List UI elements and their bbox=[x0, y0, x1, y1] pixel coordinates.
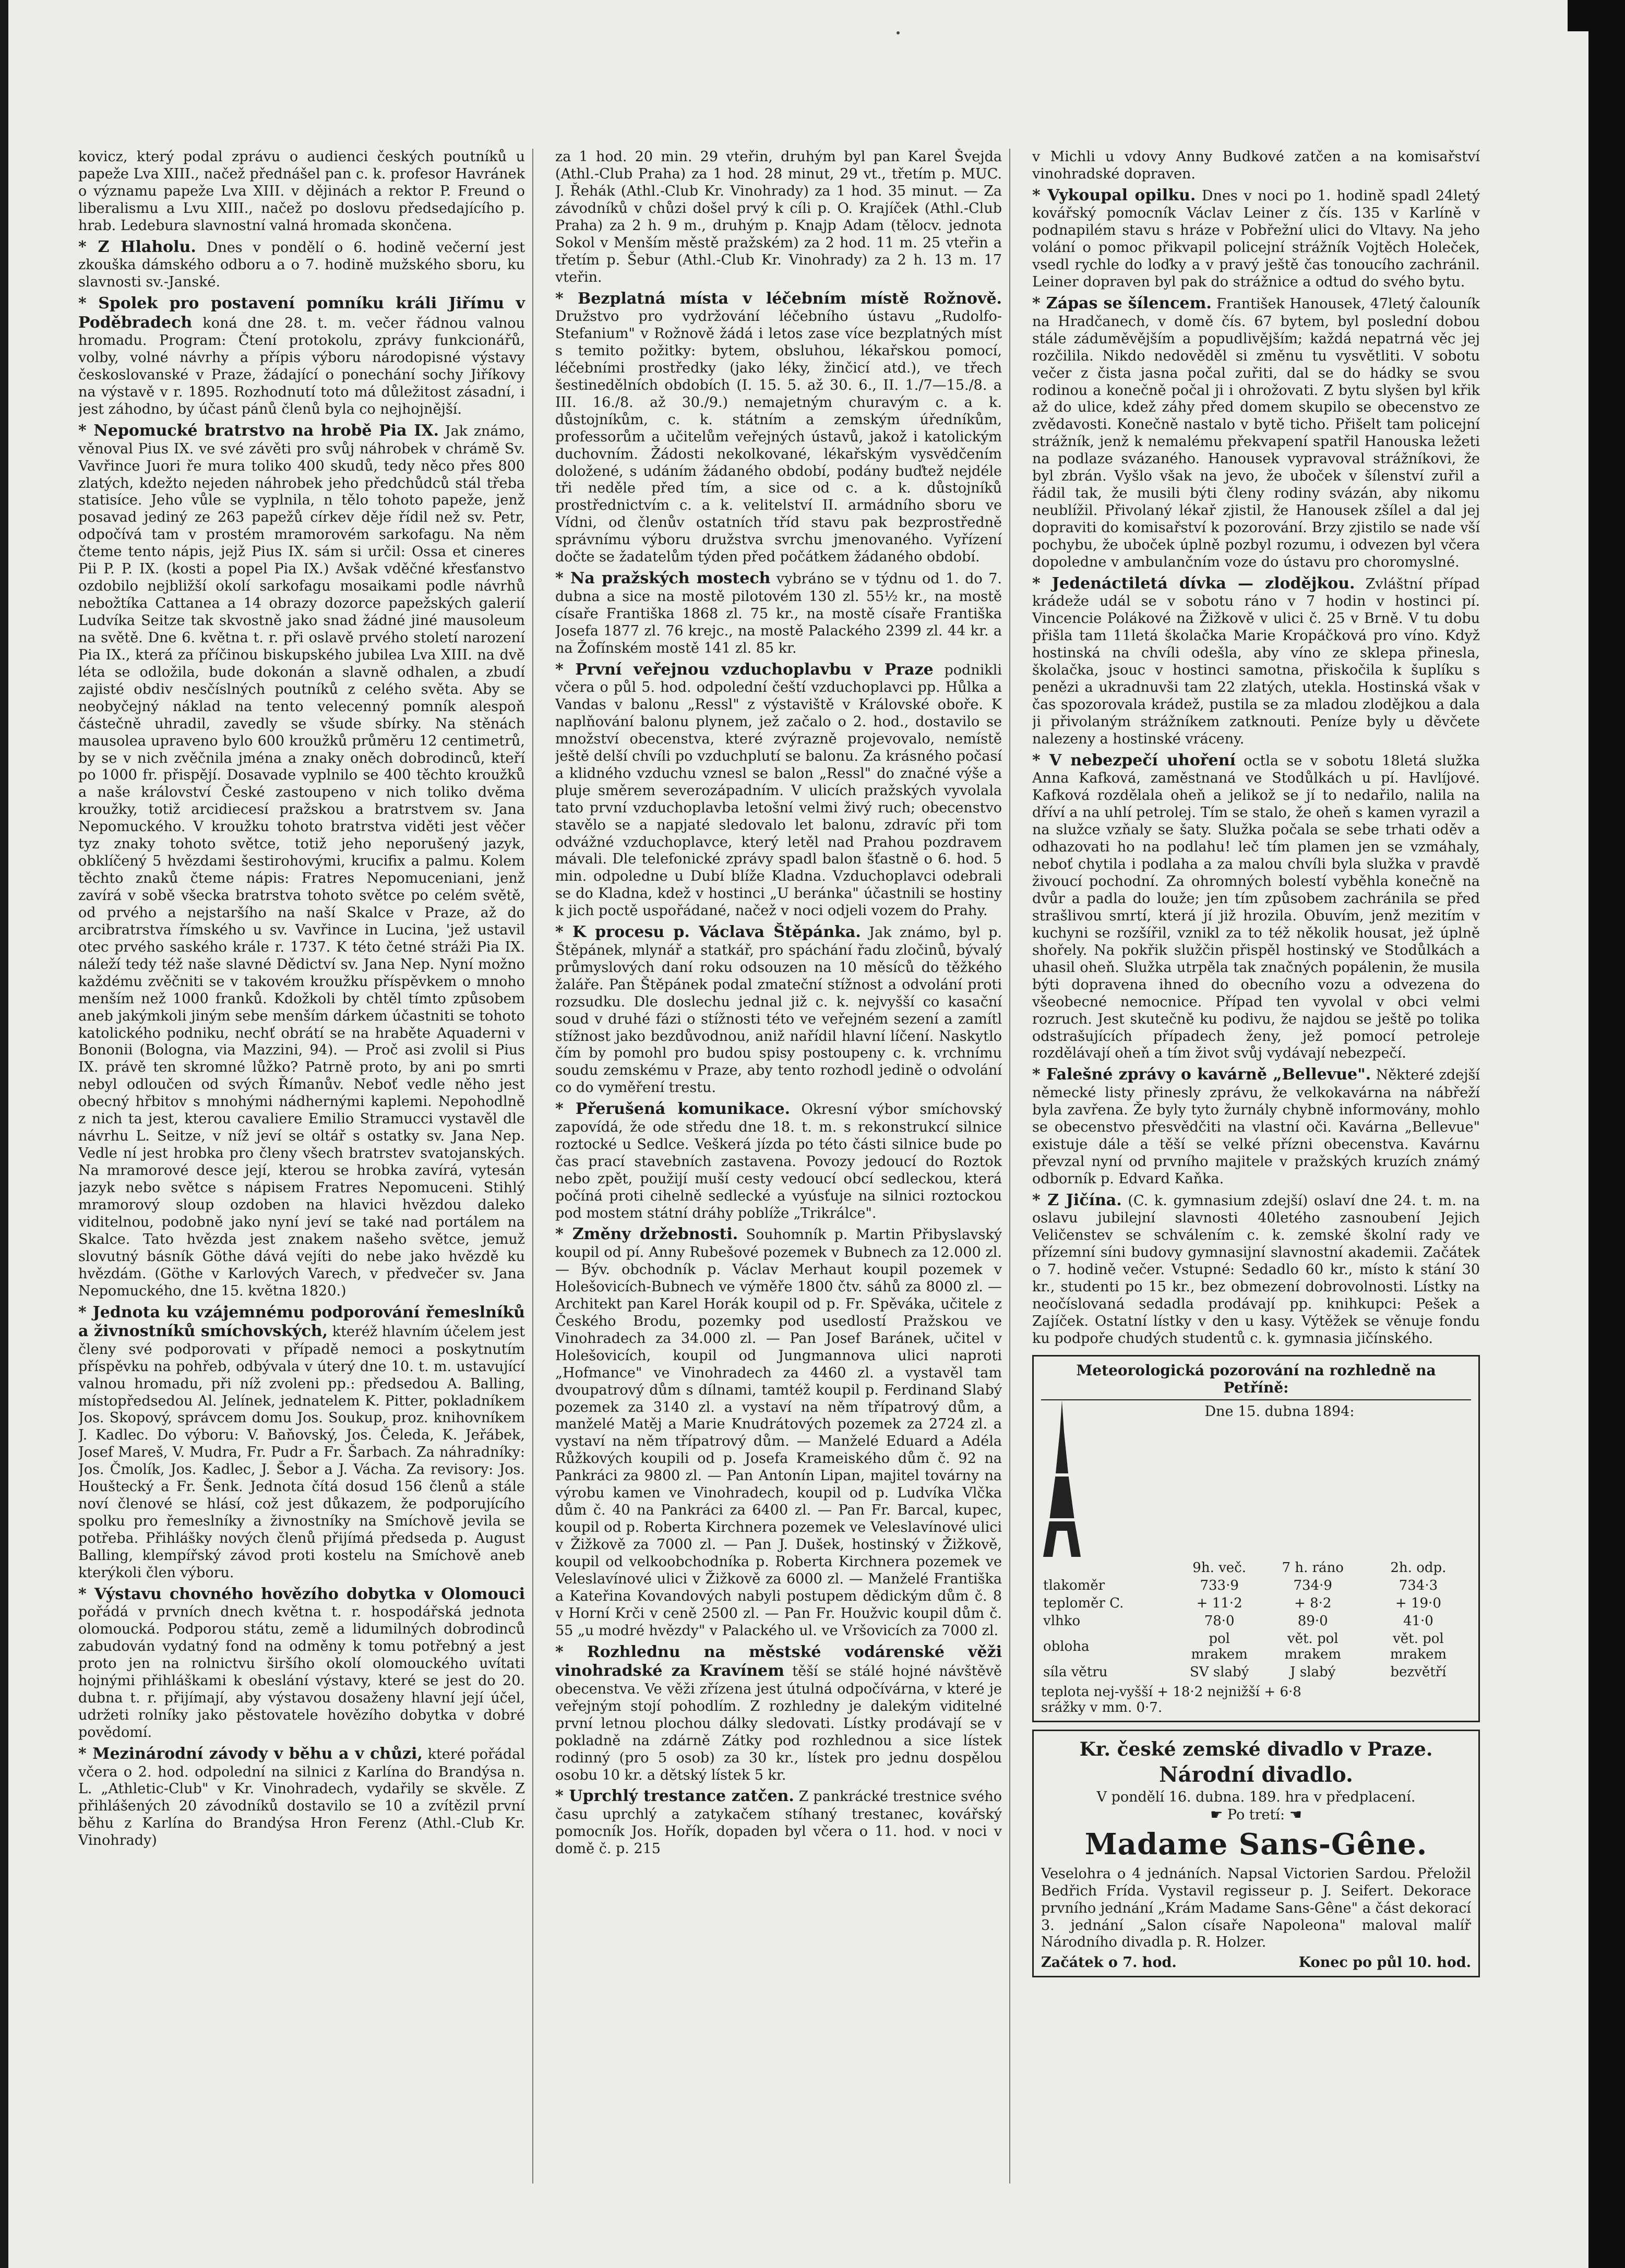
column-1 bbox=[78, 149, 533, 2183]
news-item-text: Z pankrácké trestnice svého času uprchlý a zatykačem stíhaný trestanec, kovářský pomocník Jos. Hořík, dopaden byl včera o 11. hod. v noci v domě č. p. 215 bbox=[555, 1789, 1002, 1857]
theatre-date-line: V pondělí 16. dubna. 189. hra v předplacení. bbox=[1096, 1789, 1416, 1805]
news-item-text: Dnes v pondělí o 6. hodině večerní jest zkouška dámského odboru a o 7. hodině mužského sboru, ku slavnosti sv.-Janské. bbox=[78, 239, 525, 291]
news-item bbox=[1032, 1191, 1480, 1348]
meteo-row-label: teploměr C. bbox=[1043, 1595, 1124, 1611]
meteo-extra-rain bbox=[1041, 1700, 1471, 1715]
meteo-cell: bezvětří bbox=[1390, 1664, 1447, 1680]
meteo-cell: SV slabý bbox=[1189, 1664, 1249, 1680]
news-item-text: Jak známo, byl p. Štěpánek, mlynář a statkář, pro spáchání řadu zločinů, bývalý průmyslových daní roku odsouzen na 10 měsíců do těžkého žaláře. Pan Štěpánek podal zmateční stížnost a odvolání proti rozsudku. Dle doslechu jednal již c. k. nejvyšší co kasační soud v druhé fázi o stížnosti této ve veřejném sezení a zamítl stížnost jako bezdůvodnou, aniž nařídil hlavní líčení. Naskytlo čím by pomohl pro budou spisy postoupeny c. k. vrchnímu soudu zemskému v Praze, aby tento rozhodl jedině o odvolání co do vyměření trestu. bbox=[555, 925, 1002, 1096]
news-item-text: octla se v sobotu 18letá služka Anna Kafková, zaměstnaná ve Stodůlkách u pí. Havlíjové. Kafková rozdělala oheň a jelikož se jí to nedařilo, nalila na dříví a na uhlí petrolej. Tím se stalo, že oheň s kamen vyrazil a na služce vzňaly se šaty. Služka počala se sebe trhati oděv a odhazovati ho na podlahu! leč tím plamen jen se vzmáhaly, neboť chytila i podlaha a za malou chvíli byla služka v pravdě živoucí pochodní. Za ohromných bolestí vyběhla konečně na dvůr a padla do louže; jen tím způsobem zachránila se před strašlivou smrtí, která jí již hrozila. Obuvím, jenž mezitím v kuchyni se rozšířil, vznikl za to též několik housat, jež úplně shořely. Na pokřik služčin přispěl hostinský ve Stodůlkách a uhasil oheň. Služka utrpěla tak značných popálenin, že musila býti dopravena ihned do obecního vozu a odvezena do všeobecné nemocnice. Případ ten vyvolal v obci velmi rozruch. Jest skutečně ku podivu, že najdou se ještě po tolika odstrašujících případech ženy, jež pomocí petroleje rozdělávají oheň a tím život svůj vydávají nebezpečí. bbox=[1032, 752, 1480, 1062]
news-item-text: pořádá v prvních dnech května t. r. hospodářská jednota olomoucká. Podporou státu, země a lidumilných dobrodinců zabudován vydatný fond na odměny k tomu potřebný a jest proto jen na rolnictvu širšího okolí olomouckého uvítati hojnými přihláškami k obeslání výstavy, které se jest do 20. dubna t. r. přijímají, aby výstavou dosaženy hlavní její účel, udržeti rolníky jako pěstovatele hovězího dobytka v dobré povědomí. bbox=[78, 1604, 525, 1741]
news-item bbox=[555, 1787, 1002, 1857]
news-item-heading: * Nepomucké bratrstvo na hrobě Pia IX. bbox=[78, 422, 439, 440]
meteo-row bbox=[1041, 1594, 1471, 1612]
meteo-header-blank bbox=[1041, 1559, 1179, 1577]
news-item bbox=[555, 290, 1002, 567]
news-item-text: Družstvo pro vydržování léčebního ústavu „Rudolfo-Stefanium" v Rožnově žádá i letos zase více bezplatných míst s temito požitky: bytem, obsluhou, lékařskou pomocí, léčebními prostředky (jako léky, žinčicí atd.), ve třech šestinedělních obdobích (I. 15. 5. až 30. 6., II. 1./7—15./8. a III. 16./8. až 30./9.) nemajetným churavým c. a k. důstojníkům, c. k. státním a zemským úředníkům, professorům a učitelům veřejných ústavů, jakož i katolickým duchovním. Žádosti nekolkované, lékařským vysvědčením doložené, s udáním žádaného období, podány buďtež nejdéle tři neděle před tím, a sice od c. a k. důstojníků prostřednictvím c. a k. velitelství II. armádního sboru ve Vídni, od členův ostatních tříd stavu pak bezprostředně správnímu výboru družstva svrchu jmenovaného. Vyřízení dočte se žadatelům týden před počátkem žádaného období. bbox=[555, 308, 1002, 566]
news-item-heading: * Uprchlý trestance zatčen. bbox=[555, 1787, 794, 1806]
theatre-times bbox=[1041, 1954, 1471, 1971]
news-item bbox=[555, 1643, 1002, 1784]
meteo-extra-rain-value: 0·7. bbox=[1136, 1699, 1163, 1715]
meteo-row bbox=[1041, 1577, 1471, 1594]
news-item-text: Okresní výbor smíchovský zapovídá, že ode středu dne 18. t. m. s rekonstrukcí silnice roztocké u Sedlce. Veškerá jízda po této části silnice bude po čas prací stavebních zastavena. Povozy jedoucí do Roztok nebo zpět, použijí muší cesty vedoucí obcí sedleckou, která počíná proti cihelně sedlecké a vyúsťuje na silnici roztockou pod mostem státní dráhy poblíže „Trikrálce". bbox=[555, 1101, 1002, 1221]
news-item bbox=[78, 422, 525, 1300]
play-title: Madame Sans-Gêne. bbox=[1084, 1827, 1428, 1862]
theatre-sequence-text: Po tretí: bbox=[1227, 1806, 1285, 1823]
meteo-cell: + 11·2 bbox=[1196, 1595, 1242, 1611]
theatre-sequence bbox=[1041, 1807, 1471, 1823]
news-item-text: kovicz, který podal zprávu o audienci českých poutníků u papeže Lva XIII., načež přednášel pan c. k. profesor Havránek o významu papeže Lva XIII. v dějinách a rektor P. Freund o liberalismu a Lvu XIII., načež po doslovu předsedajícího p. hrab. Ledebura slavnostní valná hromada skončena. bbox=[78, 149, 525, 234]
meteo-cell: J slabý bbox=[1290, 1664, 1336, 1680]
news-item-text: těší se stálé hojné návštěvě obecenstva. Ve věži zřízena jest útulná odpočívárna, v které je veřejným stojí pohodlím. Z rozhledny je dalekým viditelné první letnou plochou dálky sledovati. Lístky prodávají se v pokladně na zdárně Zátky pod rozhlednou a sice lístek rodinný (pro 5 osob) za 30 kr., lístek pro jednu dospělou osobu 10 kr. a dětský lístek 5 kr. bbox=[555, 1663, 1002, 1783]
news-item bbox=[78, 1745, 525, 1850]
news-item-text: Souhomník p. Martin Přibyslavský koupil od pí. Anny Rubešové pozemek v Bubnech za 12.000 zl. — Býv. obchodník p. Václav Merhaut koupil pozemek v Holešovicích-Bubnech ve výměře 1800 čtv. sáhů za 8000 zl. — Architekt pan Karel Horák koupil od p. Fr. Spěváka, učitele z Českého Brodu, pozemky pod usedlostí Pražskou ve Vinohradech za 34.000 zl. — Pan Josef Baránek, učitel v Holešovicích, koupil od Jungmannova ulici naproti „Hofmance" ve Vinohradech za 4460 zl. a vystavěl tam dvoupatrový dům s dílnami, tamtéž koupil p. Ferdinand Slabý pozemek za 3140 zl. a vystaví na něm třípatrový dům, a manželé Matěj a Marie Knudrátových pozemek za 2724 zl. a vystaví na něm třípatrový dům. — Manželé Eduard a Adéla Růžkových koupili od p. Josefa Krameiského dům č. 92 na Pankráci za 9800 zl. — Pan Antonín Lipan, majitel továrny na výrobu kamen ve Vinohradech, koupil od p. Ludvíka Vlčka dům č. 40 na Pankráci za 6400 zl. — Pan Fr. Barcal, kupec, koupil od p. Roberta Kirchnera pozemek ve Veleslavínové ulici v Žižkově za 7000 zl. — Pan J. Dušek, hostinský v Žižkově, koupil od velkoobchodníka p. Roberta Kirchnera pozemek ve Veleslavínové ulici v Žižkově za 6000 zl. — Manželé Františka a Kateřina Kovandových nabyli postupem dědickým dům č. 8 v Horní Krči v ceně 2500 zl. — Pan Fr. Houžvic koupil dům č. 55 „u modré hvězdy" v Palackého ul. ve Vršovicích za 7000 zl. bbox=[555, 1227, 1002, 1639]
news-item-text: vybráno se v týdnu od 1. do 7. dubna a sice na mostě pilotovém 130 zl. 55½ kr., na mostě císaře Františka 1868 zl. 75 kr., na mostě císaře Františka Josefa 1877 zl. 76 krejc., na mostě Palackého 2399 zl. 44 kr. a na Žofínském mostě 141 zl. 85 kr. bbox=[555, 571, 1002, 656]
news-item-text: které pořádal včera o 2. hod. odpolední na silnici z Karlína do Brandýsa n. L. „Athletic-Club" v Kr. Vinohradech, vydařily se skvěle. Z přihlášených 20 závodníků dostavilo se 10 a zvítězil první běhu z Karlína do Brandýsa Hron Ferenz (Athl.-Club Kr. Vinohrady) bbox=[78, 1746, 525, 1849]
news-item bbox=[1032, 294, 1480, 571]
news-item bbox=[78, 1303, 525, 1582]
meteo-cell: 733·9 bbox=[1200, 1577, 1239, 1593]
meteo-row bbox=[1041, 1612, 1471, 1630]
news-item bbox=[1032, 186, 1480, 291]
meteo-date: Dne 15. dubna 1894: bbox=[1204, 1403, 1355, 1420]
meteo-extra-temp-value2: + 6·8 bbox=[1264, 1684, 1301, 1700]
meteo-cell: + 19·0 bbox=[1395, 1595, 1441, 1611]
news-item-text: Jak známo, věnoval Pius IX. ve své závěti pro svůj náhrobek v chrámě Sv. Vavřince Juori ře mura toliko 400 skudů, tedy něco přes 800 zlatých, kdežto nejeden náhrobek jeho předchůdců stál třeba statisíce. Jeho vůle se vyplnila, n tělo tohoto papeže, jenž posavad jediný ze 263 papežů církev děje řídil než sv. Petr, odpočívá tam v prostém mramorovém sarkofagu. Na něm čteme tento nápis, jejž Pius IX. sám si určil: Ossa et cineres Pii P. P. IX. (kosti a popel Pia IX.) Avšak vděčné křesťanstvo ozdobilo nejbližší okolí sarkofagu mosaikami podle návrhů nebožtíka Cattanea a 14 obrazy dozorce papežských galerií Ludvíka Seitze tak skvostně jako snad žádné jiné mausoleum na světě. Dne 6. května t. r. při oslavě prvého století narození Pia IX., která za příčinou biskupského jubilea Lva XIII. na dvě léta se odložila, bude dokonán a slavně odhalen, a zbudí zajisté obdiv nesčíslných poutníků z celého světa. Aby se neobyčejný náklad na tento velecenný pomník alespoň částečně uhradil, zavedly se všude sbírky. Na stěnách mausolea upraveno bylo 600 kroužků průměru 12 centimetrů, by se v nich zvěčnila jména a znaky oněch dobrodinců, kteří po 1000 fr. přispějí. Dosavade vyplnilo se 400 těchto kroužků a naše království České zastoupeno v nich toliko dvěma kroužky, totiž arcidiecesí pražskou a bratrstvem sv. Jana Nepomuckého. V kroužku tohoto bratrstva viděti jest věčer tyz znaky tohoto světce, totiž jeho neporušený jazyk, obklíčený 5 hvězdami šestirohovými, krucifix a palmu. Kolem těchto znaků čteme nápis: Fratres Nepomuceniani, jenž zavírá v sobě všecka bratrstva tohoto světce po celém světě, od prvého a nejstaršího na naší Skalce v Praze, až do arcibratrstva římského u sv. Vavřince in Lucina, 'jež ustavil otec prvého saského krále r. 1737. K této četné stráži Pia IX. náleží tedy též naše slavné Dědictví sv. Jana Nep. Nyní možno každému zvěčniti se v takovém kroužku příspěvkem o mnoho menším než 1000 franků. Kdožkoli by chtěl tímto způsobem aneb jakýmkoli jiným sebe menším dárkem účastniti se tohoto katolického podniku, nechť obrátí se na hraběte Aquaderni v Bononii (Bologna, via Mazzini, 94). — Proč asi zvolil si Pius IX. právě ten skromné lůžko? Patrně proto, by ani po smrti nebyl odloučen od svých Římanův. Neboť vedle něho jest obecný hřbitov s mnohými nádhernými kaplemi. Nepohodlně z nich ta jest, kterou cavaliere Emilio Stramucci vystavěl dle návrhu L. Seitze, v níž jeví se oltář s ostatky sv. Jana Nep. Vedle ní jest hrobka pro členy všech bratrstev svatojanských. Na mramorové desce její, kterou se hrobka zavírá, vytesán jazyk nebo světce s nápisem Fratres Nepomuceni. Stihlý mramorový sloup ozdoben na hlavici hvězdou daleko viditelnou, podobně jako nyní jeví se také nad portálem na Skalce. Tato hvězda jest znakem našeho světce, jemuž slovutný básník Göthe dává vejíti do nebe jako hvězdě ku hvězdám. (Göthe v Karlových Varech, v předvečer sv. Jana Nepomuckého, dne 15. května 1820.) bbox=[78, 423, 525, 1299]
news-item-text: za 1 hod. 20 min. 29 vteřin, druhým byl pan Karel Švejda (Athl.-Club Praha) za 1 hod. 28 minut, 29 vt., třetím p. MUC. J. Řehák (Athl.-Club Kr. Vinohrady) za 1 hod. 35 minut. — Za závodníků v chůzi došel prvý k cíli p. O. Krajíček (Athl.-Club Praha) za 2 h. 9 m., druhým p. Knajp Adam (tělocv. jednota Sokol v Menším městě pražském) za 2 hod. 11 m. 25 vteřin a třetím p. Šebur (Athl.-Club Kr. Vinohrady) za 2 h. 13 m. 17 vteřin. bbox=[555, 149, 1002, 285]
news-item bbox=[78, 238, 525, 291]
news-item bbox=[555, 1225, 1002, 1639]
news-item bbox=[1032, 574, 1480, 748]
meteo-cell: 734·3 bbox=[1399, 1577, 1438, 1593]
column-2 bbox=[555, 149, 1010, 2183]
theatre-title: Kr. české zemské divadlo v Praze. bbox=[1079, 1738, 1433, 1760]
news-item bbox=[555, 569, 1002, 657]
news-item-text: Zvláštní případ krádeže udál se v sobotu ráno v 7 hodin v hostinci pí. Vincencie Polákové na Žižkově v ulici č. 25 v Brně. V tu dobu přišla tam 11letá školačka Marie Kropáčková pro víno. Když hostinská na chvíli odešla, aby víno ze sklepa přinesla, školačka, jsouc v hostinci samotna, přiskočila k šuplíku s penězi a ukradnuvši tam 22 zlatých, utekla. Hostinská však v čas spozorovala krádež, pustila se za mladou zlodějkou a dala ji přivolaným strážníkem zatknouti. Peníze byly u děvčete nalezeny a hostinské vráceny. bbox=[1032, 575, 1480, 747]
news-item-heading: * Vykoupal opilku. bbox=[1032, 186, 1196, 205]
news-item bbox=[1032, 149, 1480, 183]
news-item bbox=[555, 661, 1002, 920]
eiffel-tower-icon bbox=[1041, 1400, 1083, 1559]
news-item-heading: * Falešné zprávy o kavárně „Bellevue". bbox=[1032, 1065, 1371, 1084]
paper-speck bbox=[897, 31, 900, 34]
news-item bbox=[1032, 751, 1480, 1063]
meteo-row-label: tlakoměr bbox=[1043, 1577, 1105, 1593]
news-item-text: koná dne 28. t. m. večer řádnou valnou hromadu. Program: Čtení protokolu, zprávy funkcionářů, volby, volné návrhy a přípis výboru národopisné výstavy českoslovanské v Praze, žádající o ponechání sochy Jiříkovy na výstavě v r. 1895. Rozhodnutí toto má důležitost zásadní, i jest záhodno, by účast pánů členů byla co nejhojnější. bbox=[78, 315, 525, 418]
theatre-end: Konec po půl 10. hod. bbox=[1298, 1954, 1471, 1971]
news-item-text: v Michli u vdovy Anny Budkové zatčen a na komisařství vinohradské dopraven. bbox=[1032, 149, 1480, 182]
news-item-text: Dnes v noci po 1. hodině spadl 24letý kovářský pomocník Václav Leiner z čís. 135 v Karlíně v podnapilém stavu s hráze v Pobřežní ulici do Vltavy. Na jeho volání o pomoc přikvapil policejní strážník Vojtěch Holeček, vsedl rychle do loďky a v pravý ještě čas tonoucího zachránil. Leiner dopraven byl pak do strážnice a odtud do svého bytu. bbox=[1032, 187, 1480, 291]
hand-pointing-left-icon: ☚ bbox=[1289, 1806, 1302, 1823]
theatre-box bbox=[1032, 1730, 1480, 1978]
meteo-row bbox=[1041, 1630, 1471, 1663]
news-item-text: (C. k. gymnasium zdejší) oslaví dne 24. t. m. na oslavu jubilejní slavnosti 40letého zasnoubení Jejich Veličenstev se schválením c. k. zemské školní rady ve přízemní síni budovy gymnasijní slavnostní akademii. Začátek o 7. hodině večer. Vstupné: Sedadlo 60 kr., místo k stání 30 kr., studenti po 15 kr., bez obmezení dobrovolnosti. Lístky na neočíslovaná sedadla prodávají pp. knihkupci: Pešek a Zajíček. Ostatní lístky v den u kasy. Výtěžek se věnuje fondu ku podpoře chudých studentů c. k. gymnasia jičínského. bbox=[1032, 1192, 1480, 1347]
news-item-heading: * Zápas se šílencem. bbox=[1032, 294, 1212, 313]
news-item-heading: * Rozhlednu na městské vodárenské věži vinohradské za Kravínem bbox=[555, 1642, 1002, 1681]
news-item-heading: * K procesu p. Václava Štěpánka. bbox=[555, 923, 861, 942]
meteo-extra-temp-value: + 18·2 bbox=[1157, 1684, 1203, 1700]
news-item-heading: * Přerušená komunikace. bbox=[555, 1100, 791, 1119]
meteo-cell: pol mrakem bbox=[1191, 1630, 1248, 1662]
news-item-heading: * Mezinárodní závody v běhu a v chůzi, bbox=[78, 1744, 423, 1763]
meteo-table bbox=[1041, 1559, 1471, 1681]
news-item bbox=[1032, 1065, 1480, 1187]
meteo-cell: vět. pol mrakem bbox=[1390, 1630, 1447, 1662]
hand-pointing-right-icon: ☛ bbox=[1210, 1806, 1223, 1823]
news-item-heading: * Bezplatná místa v léčebním místě Rožnově. bbox=[555, 289, 1002, 308]
meteo-row bbox=[1041, 1663, 1471, 1681]
meteo-header-evening: 9h. več. bbox=[1192, 1559, 1247, 1576]
news-item bbox=[78, 294, 525, 418]
news-item-text: kteréž hlavním účelem jest členy své podporovati v případě nemoci a poskytnutím příspěvku na pohřeb, odbývala v úterý dne 10. t. m. ustavující valnou hromadu, při níž zvoleni pp.: předsedou A. Balling, místopředsedou Al. Jelínek, jednatelem K. Pitter, pokladníkem Jos. Skopový, správcem domu Jos. Soukup, proz. knihovníkem J. Kadlec. Do výboru: V. Baňovský, Jos. Čeleda, K. Jeřábek, Josef Mareš, V. Mudra, Fr. Pudr a Fr. Šarbach. Za náhradníky: Jos. Čmolík, Jos. Kadlec, J. Šebor a J. Vácha. Za revisory: Jos. Houštecký a Fr. Šenk. Jednota čítá dosud 156 členů a stále noví členové se hlásí, což jest důkazem, že podporujícího spolku pro řemeslníky a živnostníky na Smíchově jevila se potřeba. Přihlášky nových členů přijímá předseda p. August Balling, klempířský závod proti kostelu na Smíchově aneb kterýkoli člen výboru. bbox=[78, 1324, 525, 1581]
news-item-heading: * Změny držebnosti. bbox=[555, 1225, 738, 1244]
scan-corner bbox=[1568, 0, 1588, 31]
meteo-cell: vět. pol mrakem bbox=[1284, 1630, 1341, 1662]
news-item-heading: * První veřejnou vzduchoplavbu v Praze bbox=[555, 660, 934, 679]
meteo-row-label: obloha bbox=[1043, 1638, 1090, 1654]
news-item-text: Některé zdejší německé listy přinesly zprávu, že velkokavárna na nábřeží byla zavřena. Že byly tyto žurnály chybně informovány, mohlo se obecenstvo přesvědčiti na vlastní oči. Kavárna „Bellevue" existuje dále a těší se velké přízni obecenstva. Kavárnu převzal nyní od prvního majitele v pražských kruzích známý odborník p. Edvard Kaňka. bbox=[1032, 1067, 1480, 1187]
news-item-heading: * Z Jičína. bbox=[1032, 1191, 1122, 1209]
news-item-heading: * Výstavu chovného hovězího dobytka v Olomouci bbox=[78, 1585, 525, 1603]
meteo-header-afternoon: 2h. odp. bbox=[1390, 1559, 1447, 1576]
meteo-extra-temp bbox=[1041, 1684, 1471, 1700]
news-item bbox=[555, 923, 1002, 1097]
news-item bbox=[78, 1585, 525, 1742]
meteo-extra-temp-label: teplota nej-vyšší bbox=[1041, 1684, 1153, 1700]
news-item-text: podnikli včera o půl 5. hod. odpolední čeští vzduchoplavci pp. Hůlka a Vandas v balonu „Ressl" z výstaviště v Královské oboře. K naplňování balonu plynem, jež začalo o 2. hod., dostavilo se množství obecenstva, které zvýrazně projevovalo, nemístě ještě delší chvíli po vzduchplutí se balonu. Za krásného počasí a klidného vzduchu vznesl se balon „Ressl" do značné výše a pluje směrem severozápadním. V ulicích pražských vyvolala tato první vzduchoplavba letošní velmi živý ruch; obecenstvo stavělo se a napjaté sledovalo let balonu, zdravíc při tom odvážné vzduchoplavce, který letěl nad Prahou pozdravem mávali. Dle telefonické zprávy spadl balon šťastně o 6. hod. 5 min. odpoledne u Dubí blíže Kladna. Vzduchoplavci odebrali se do Kladna, kdež v hostinci „U beránka" účastnili se hostiny k jich poctě uspořádané, načež v noci odjeli vozem do Prahy. bbox=[555, 662, 1002, 919]
meteo-cell: 78·0 bbox=[1204, 1613, 1235, 1629]
column-3 bbox=[1032, 149, 1487, 2183]
play-description: Veselohra o 4 jednáních. Napsal Victorien Sardou. Přeložil Bedřich Frída. Vystavil regisseur p. J. Seifert. Dekorace prvního jednání „Krám Madame Sans-Gêne" a část dekorací 3. jednání „Salon císaře Napoleona" maloval malíř Národního divadla p. R. Holzer. bbox=[1041, 1865, 1471, 1951]
news-item-heading: * Jedenáctiletá dívka — zlodějkou. bbox=[1032, 574, 1355, 593]
meteo-cell: 41·0 bbox=[1403, 1613, 1433, 1629]
meteo-cell: 89·0 bbox=[1297, 1613, 1328, 1629]
meteo-cell: 734·9 bbox=[1293, 1577, 1332, 1593]
news-item-heading: * Z Hlaholu. bbox=[78, 237, 196, 256]
news-item-heading: * Spolek pro postavení pomníku králi Jiřímu v Poděbradech bbox=[78, 294, 525, 332]
news-item-text: František Hanousek, 47letý čalouník na Hradčanech, v domě čís. 67 bytem, byl poslední dobou stále záduměvějším a popudlivějším; každá nepatrná věc jej rozčilila. Nikdo nedověděl si změnu tu vysvětliti. V sobotu večer z čista jasna počal zuřiti, dal se do hádky se svou rodinou a konečně počal ji i ohrožovati. Z bytu slyšen byl křik až do ulice, kdež záhy před domem skupilo se obecenstvo ze zvědavosti. Konečně nastalo v bytě ticho. Přišelt tam policejní strážník, jenž k nemalému překvapení spatřil Hanouska ležeti na podlaze svázaného. Hanousek vypravoval strážníkovi, že byl zbrán. Vyšlo však na jevo, že uboček v šílenství zuřil a řádil tak, že musili býti členy rodiny svázán, aby nikomu neublížil. Přivolaný lékař zjistil, že Hanousek zšílel a dal jej dopraviti do komisařství k pozorování. Brzy zjistilo se nade vší pochybu, že uboček úplně pozbyl rozumu, i odvezen byl včera dopoledne v ambulančním voze do ústavu pro choromyslné. bbox=[1032, 296, 1480, 570]
newspaper-page bbox=[78, 149, 1487, 2183]
meteo-cell: + 8·2 bbox=[1294, 1595, 1332, 1611]
meteo-box bbox=[1032, 1355, 1480, 1722]
theatre-subtitle: Národní divadlo. bbox=[1159, 1762, 1353, 1787]
meteo-title: Meteorologická pozorování na rozhledně na Petříně: bbox=[1041, 1362, 1471, 1400]
news-item-heading: * Na pražských mostech bbox=[555, 569, 771, 588]
news-item bbox=[555, 1100, 1002, 1222]
theatre-start: Začátek o 7. hod. bbox=[1041, 1954, 1177, 1971]
meteo-row-label: vlhko bbox=[1043, 1613, 1081, 1629]
news-item-heading: * Jednota ku vzájemnému podporování řemeslníků a živnostníků smíchovských, bbox=[78, 1303, 525, 1341]
meteo-extra-rain-label: srážky v mm. bbox=[1041, 1699, 1132, 1715]
meteo-extra-temp-label2: nejnižší bbox=[1207, 1684, 1260, 1700]
news-item-heading: * V nebezpečí uhoření bbox=[1032, 751, 1236, 770]
scan-edge-right bbox=[1588, 0, 1625, 2268]
meteo-header-morning: 7 h. ráno bbox=[1282, 1559, 1344, 1576]
news-item bbox=[555, 149, 1002, 286]
scan-edge-left bbox=[0, 0, 8, 2268]
news-item bbox=[78, 149, 525, 235]
meteo-row-label: síla větru bbox=[1043, 1664, 1108, 1680]
